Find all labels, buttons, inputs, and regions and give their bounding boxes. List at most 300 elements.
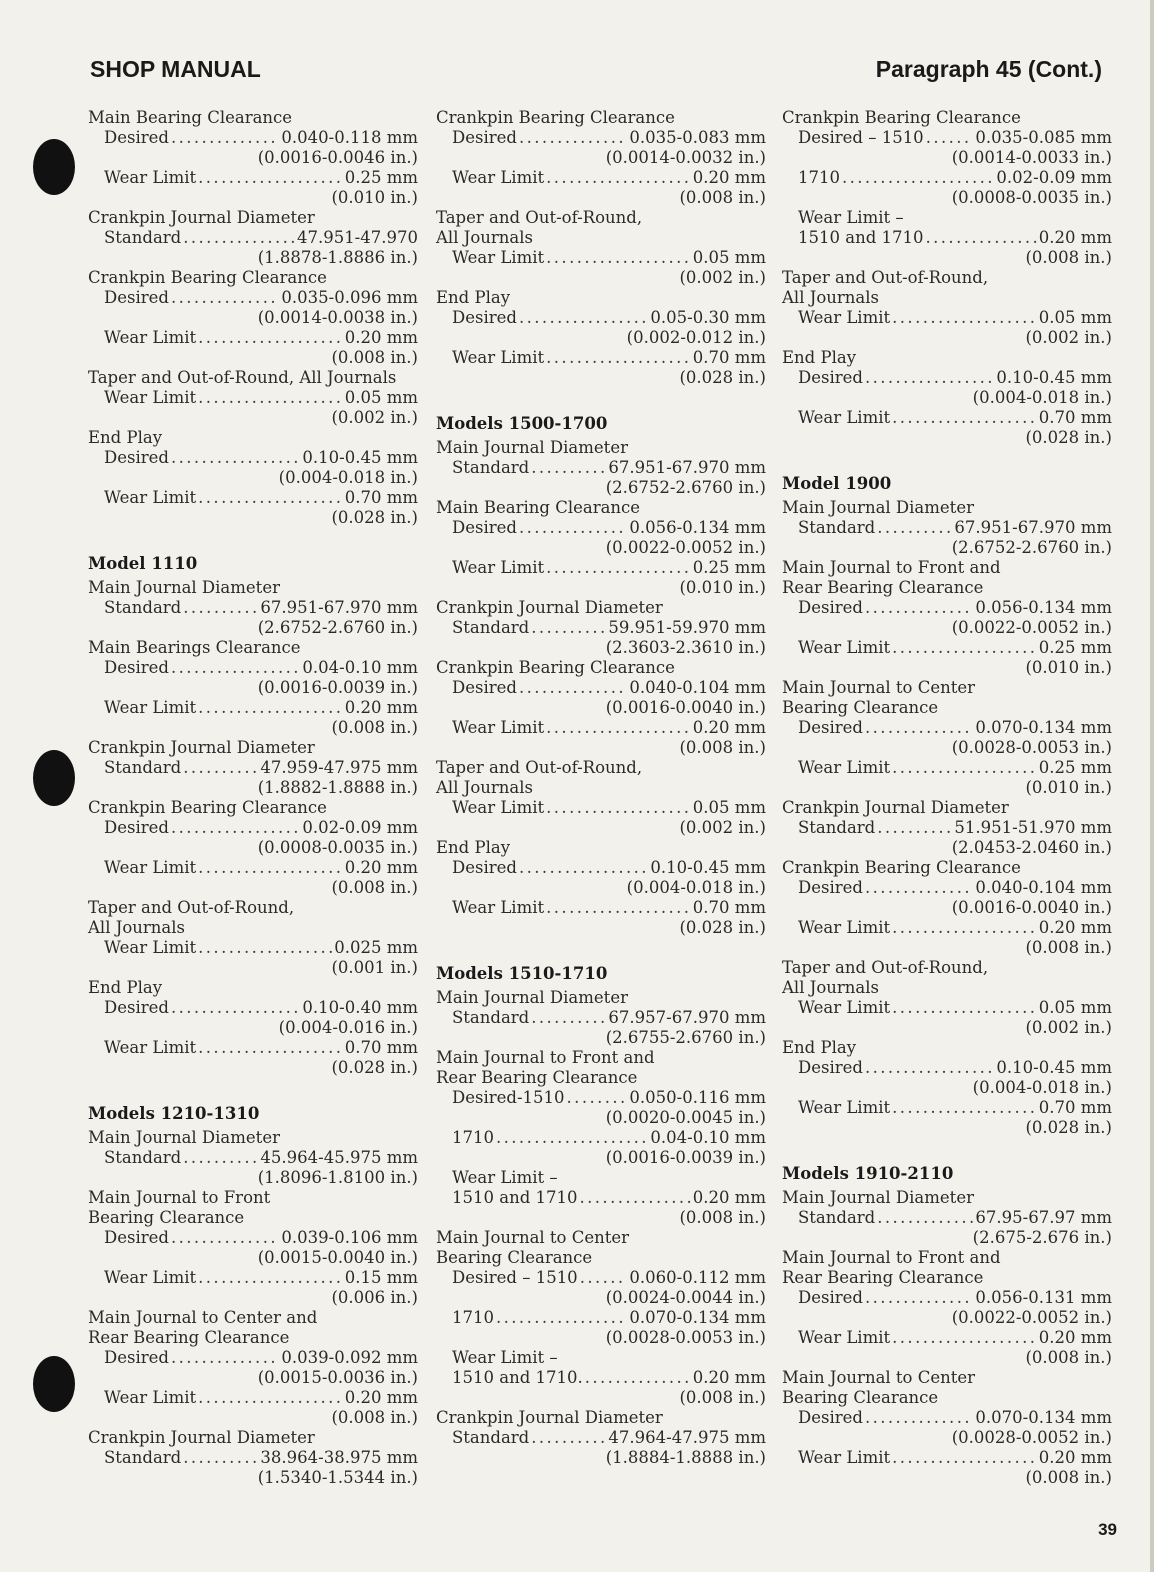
spec-row [782,128,1112,148]
spec-group [782,498,1112,558]
spec-value-in: (0.004-0.016 in.) [278,1018,418,1037]
spec-section [782,474,1112,1138]
spec-value-mm: 38.964-38.975 mm [260,1448,418,1467]
spec-value-in: (0.0015-0.0036 in.) [257,1368,418,1387]
dot-leader [892,918,1037,938]
spec-label: Desired [798,878,863,897]
spec-group-label: Crankpin Journal Diameter [782,798,1009,817]
spec-value-in: (0.001 in.) [331,958,418,977]
spec-label: Desired – 1510 [452,1268,578,1287]
spec-value-in: (1.8882-1.8888 in.) [257,778,418,797]
spec-value-mm: 0.05 mm [692,798,766,817]
spec-value-mm: 0.05 mm [1038,308,1112,327]
dot-leader [865,1058,994,1078]
spec-group [782,348,1112,448]
spec-label: Wear Limit – [798,208,904,227]
spec-value-in: (2.675-2.676 in.) [972,1228,1112,1247]
spec-label: Desired [104,818,169,837]
spec-group [782,858,1112,958]
spec-value-mm: 0.10-0.45 mm [996,368,1112,387]
spec-value-in: (2.3603-2.3610 in.) [605,638,766,657]
spec-row [88,1038,418,1058]
spec-group [88,1428,418,1488]
spec-section [782,1164,1112,1488]
dot-leader [198,388,343,408]
spec-row [782,1328,1112,1348]
spec-group [782,108,1112,268]
spec-label: Desired [798,1408,863,1427]
spec-value-mm: 0.20 mm [692,168,766,187]
spec-value-in: (0.0016-0.0039 in.) [605,1148,766,1167]
spec-group [782,1368,1112,1488]
spec-group-label: Main Journal to Front and [782,558,1001,577]
spec-column-3 [782,108,1112,1488]
spec-label: Desired [104,1228,169,1247]
spec-label: Desired [104,658,169,677]
spec-group-label: Crankpin Bearing Clearance [436,108,675,127]
spec-row [436,858,766,878]
spec-value-in: (0.0028-0.0052 in.) [951,1428,1112,1447]
spec-row [782,368,1112,388]
manual-title: SHOP MANUAL [90,56,261,82]
spec-label: Desired [452,128,517,147]
dot-leader [496,1128,648,1148]
spec-row [782,1448,1112,1468]
page-number: 39 [1098,1520,1117,1539]
spec-value-in: (0.010 in.) [331,188,418,207]
spec-group-label: Rear Bearing Clearance [88,1328,290,1347]
spec-group-label: Main Journal Diameter [88,1128,280,1147]
spec-value-mm: 0.056-0.134 mm [975,598,1112,617]
spec-value-in: (0.004-0.018 in.) [278,468,418,487]
spec-row [88,938,418,958]
spec-section [88,108,418,528]
spec-group-label: Main Journal Diameter [436,988,628,1007]
spec-row [436,518,766,538]
spec-group-label: End Play [88,978,163,997]
spec-value-mm: 0.02-0.09 mm [996,168,1112,187]
spec-group [436,988,766,1048]
spec-value-mm: 0.025 mm [334,938,418,957]
spec-value-in: (0.0014-0.0038 in.) [257,308,418,327]
dot-leader [865,1408,973,1428]
binder-hole-mark [33,1356,75,1412]
spec-label: Desired [104,288,169,307]
spec-label: Desired [798,598,863,617]
spec-value-in: (0.008 in.) [331,348,418,367]
spec-value-mm: 67.951-67.970 mm [260,598,418,617]
spec-label: Wear Limit [798,408,891,427]
paragraph-heading: Paragraph 45 (Cont.) [875,56,1102,82]
spec-value-in: (0.0014-0.0033 in.) [951,148,1112,167]
spec-label: Standard [452,618,530,637]
spec-value-in: (0.0028-0.0053 in.) [951,738,1112,757]
spec-label: Wear Limit – [452,1348,558,1367]
spec-group [436,758,766,838]
spec-row [88,658,418,678]
dot-leader [519,308,648,328]
dot-leader [892,758,1037,778]
spec-label: Wear Limit [452,248,545,267]
spec-value-in: (2.6752-2.6760 in.) [257,618,418,637]
spec-value-in: (1.8096-1.8100 in.) [257,1168,418,1187]
spec-row [436,1428,766,1448]
spec-label: Desired [452,518,517,537]
dot-leader [198,488,343,508]
spec-value-in: (0.0024-0.0044 in.) [605,1288,766,1307]
spec-value-mm: 0.04-0.10 mm [302,658,418,677]
dot-leader [567,1088,628,1108]
binder-hole-mark [33,750,75,806]
section-title: Model 1110 [88,554,198,573]
spec-label: Desired – 1510 [798,128,924,147]
dot-leader [531,1008,606,1028]
spec-section [782,108,1112,448]
spec-section [88,1104,418,1488]
spec-value-mm: 67.951-67.970 mm [608,458,766,477]
spec-row [88,1448,418,1468]
dot-leader [892,1328,1037,1348]
spec-label: Standard [104,228,182,247]
spec-group-label: Main Journal to Center and [88,1308,318,1327]
spec-value-mm: 0.25 mm [692,558,766,577]
spec-label: Desired [104,1348,169,1367]
spec-row [782,228,1112,248]
spec-group [436,1228,766,1408]
spec-group-label: Main Journal Diameter [436,438,628,457]
spec-value-mm: 0.035-0.096 mm [281,288,418,307]
spec-row [88,388,418,408]
spec-label: Desired-1510 [452,1088,565,1107]
spec-row [436,618,766,638]
spec-label: 1510 and 1710. [452,1368,583,1387]
dot-leader [546,348,691,368]
spec-label: Wear Limit [104,858,197,877]
spec-row [782,1098,1112,1118]
spec-label: Wear Limit [798,1328,891,1347]
spec-label: Wear Limit [452,898,545,917]
spec-value-in: (2.6755-2.6760 in.) [605,1028,766,1047]
spec-group-label: Main Bearing Clearance [436,498,641,517]
spec-label: Standard [798,818,876,837]
spec-value-in: (0.008 in.) [1025,248,1112,267]
spec-row [782,168,1112,188]
spec-value-mm: 0.05-0.30 mm [650,308,766,327]
spec-row [436,678,766,698]
dot-leader [877,1208,973,1228]
dot-leader [546,168,691,188]
spec-section [436,108,766,388]
spec-value-mm: 0.10-0.45 mm [302,448,418,467]
spec-value-mm: 67.95-67.97 mm [975,1208,1112,1227]
spec-value-mm: 0.20 mm [1038,1448,1112,1467]
dot-leader [198,698,343,718]
spec-group-label: All Journals [782,978,879,997]
spec-label: Wear Limit [452,558,545,577]
spec-value-mm: 0.70 mm [344,488,418,507]
dot-leader [198,1388,343,1408]
spec-group [782,958,1112,1038]
spec-value-mm: 51.951-51.970 mm [954,818,1112,837]
spec-row [782,308,1112,328]
spec-value-in: (0.008 in.) [1025,1468,1112,1487]
spec-value-mm: 0.70 mm [692,898,766,917]
spec-row [88,448,418,468]
dot-leader [865,878,973,898]
dot-leader [877,518,952,538]
dot-leader [171,448,300,468]
spec-row [436,718,766,738]
section-title: Models 1210-1310 [88,1104,260,1123]
binder-hole-mark [33,139,75,195]
spec-row [88,858,418,878]
spec-value-in: (0.002 in.) [331,408,418,427]
spec-group-label: Crankpin Bearing Clearance [782,108,1021,127]
spec-label: Standard [452,458,530,477]
dot-leader [892,1448,1037,1468]
dot-leader [171,658,300,678]
spec-group [88,978,418,1078]
dot-leader [892,638,1037,658]
spec-group [88,1128,418,1188]
spec-value-in: (0.0016-0.0039 in.) [257,678,418,697]
dot-leader [546,898,691,918]
spec-group-label: Main Journal to Center [782,678,976,697]
spec-group [436,1048,766,1228]
spec-value-in: (0.0028-0.0053 in.) [605,1328,766,1347]
spec-label: Wear Limit [104,1268,197,1287]
spec-value-in: (2.6752-2.6760 in.) [605,478,766,497]
spec-label: Wear Limit [104,1038,197,1057]
dot-leader [496,1308,627,1328]
spec-label: Wear Limit [798,1098,891,1117]
spec-group [436,208,766,288]
spec-group [436,438,766,498]
spec-value-mm: 67.957-67.970 mm [608,1008,766,1027]
spec-row [88,1348,418,1368]
spec-row [436,348,766,368]
spec-value-mm: 59.951-59.970 mm [608,618,766,637]
dot-leader [892,308,1037,328]
spec-value-in: (0.0016-0.0040 in.) [605,698,766,717]
spec-row [782,918,1112,938]
dot-leader [519,518,627,538]
spec-value-mm: 0.25 mm [1038,758,1112,777]
spec-value-in: (0.008 in.) [331,718,418,737]
spec-row [782,758,1112,778]
spec-group-label: Crankpin Journal Diameter [88,208,315,227]
spec-label: Wear Limit [798,638,891,657]
dot-leader [183,1448,258,1468]
spec-section [88,554,418,1078]
spec-group-label: Crankpin Bearing Clearance [436,658,675,677]
spec-value-mm: 0.070-0.134 mm [975,1408,1112,1427]
spec-group [436,1408,766,1468]
spec-value-mm: 0.040-0.104 mm [629,678,766,697]
spec-label: 1510 and 1710 [798,228,924,247]
spec-group-label: Crankpin Journal Diameter [436,598,663,617]
section-title: Models 1910-2110 [782,1164,954,1183]
spec-row [88,168,418,188]
spec-row [782,408,1112,428]
spec-group-label: Taper and Out-of-Round, [782,268,989,287]
spec-value-in: (0.008 in.) [679,188,766,207]
dot-leader [531,1428,606,1448]
spec-label: Standard [452,1008,530,1027]
spec-row [88,1228,418,1248]
dot-leader [926,128,974,148]
spec-label: Wear Limit [452,718,545,737]
spec-label: Wear Limit [798,918,891,937]
spec-group-label: Taper and Out-of-Round, [88,898,295,917]
dot-leader [171,1228,279,1248]
spec-group [436,288,766,388]
spec-value-in: (0.0020-0.0045 in.) [605,1108,766,1127]
spec-value-in: (0.0008-0.0035 in.) [257,838,418,857]
spec-value-in: (0.028 in.) [331,508,418,527]
spec-label: 1710 [798,168,840,187]
spec-value-mm: 0.035-0.083 mm [629,128,766,147]
spec-label: Desired [104,128,169,147]
spec-group [88,268,418,368]
dot-leader [892,1098,1037,1118]
spec-group-label: Main Journal to Center [782,1368,976,1387]
section-title: Model 1900 [782,474,892,493]
spec-label: Standard [452,1428,530,1447]
spec-value-mm: 0.15 mm [344,1268,418,1287]
dot-leader [865,718,973,738]
spec-row [436,128,766,148]
spec-value-in: (0.028 in.) [1025,428,1112,447]
spec-label: Standard [798,518,876,537]
dot-leader [171,818,300,838]
spec-row [782,998,1112,1018]
spec-value-in: (0.010 in.) [1025,658,1112,677]
spec-value-in: (0.0022-0.0052 in.) [951,1308,1112,1327]
spec-value-mm: 0.02-0.09 mm [302,818,418,837]
spec-value-mm: 0.040-0.104 mm [975,878,1112,897]
spec-value-mm: 0.060-0.112 mm [629,1268,766,1287]
spec-row [436,1188,766,1208]
spec-group [782,678,1112,798]
spec-label: Desired [452,308,517,327]
spec-row [782,1208,1112,1228]
spec-value-mm: 0.20 mm [1038,228,1112,247]
spec-row [436,798,766,818]
spec-value-mm: 0.05 mm [692,248,766,267]
spec-group-label: Taper and Out-of-Round, All Journals [88,368,397,387]
spec-group-label: Main Bearings Clearance [88,638,301,657]
spec-row [436,308,766,328]
spec-value-in: (0.002 in.) [679,268,766,287]
spec-row [782,818,1112,838]
spec-label: 1510 and 1710 [452,1188,578,1207]
spec-value-in: (1.5340-1.5344 in.) [257,1468,418,1487]
dot-leader [183,758,258,778]
spec-value-in: (0.0015-0.0040 in.) [257,1248,418,1267]
spec-row [88,228,418,248]
spec-group [88,638,418,738]
spec-value-in: (0.006 in.) [331,1288,418,1307]
spec-value-in: (0.002 in.) [1025,328,1112,347]
spec-label: Wear Limit [104,1388,197,1407]
spec-column-2 [436,108,766,1468]
spec-row [436,1168,766,1188]
spec-row [782,718,1112,738]
spec-group-label: Main Journal to Center [436,1228,630,1247]
spec-group [782,1248,1112,1368]
spec-label: Desired [798,1288,863,1307]
spec-group-label: Crankpin Journal Diameter [436,1408,663,1427]
spec-value-in: (0.0008-0.0035 in.) [951,188,1112,207]
spec-group-label: Rear Bearing Clearance [782,578,984,597]
spec-group-label: Main Bearing Clearance [88,108,293,127]
dot-leader [580,1268,628,1288]
spec-value-mm: 0.10-0.45 mm [650,858,766,877]
dot-leader [171,128,279,148]
spec-group-label: Rear Bearing Clearance [782,1268,984,1287]
spec-value-mm: 0.05 mm [1038,998,1112,1017]
spec-group [88,898,418,978]
spec-label: Wear Limit [452,168,545,187]
dot-leader [198,1038,343,1058]
spec-value-in: (0.0016-0.0040 in.) [951,898,1112,917]
spec-value-mm: 47.951-47.970 [296,228,418,247]
dot-leader [546,558,691,578]
spec-group-label: All Journals [436,228,533,247]
spec-group [88,578,418,638]
spec-group [88,108,418,208]
spec-group [436,498,766,598]
spec-group [436,598,766,658]
spec-value-mm: 47.964-47.975 mm [608,1428,766,1447]
spec-group-label: Crankpin Journal Diameter [88,738,315,757]
spec-group-label: Bearing Clearance [436,1248,593,1267]
spec-row [88,698,418,718]
dot-leader [519,678,627,698]
dot-leader [865,368,994,388]
spec-value-in: (0.028 in.) [331,1058,418,1077]
spec-value-in: (0.008 in.) [331,878,418,897]
spec-row [88,488,418,508]
spec-row [436,458,766,478]
spec-group-label: All Journals [782,288,879,307]
spec-group-label: End Play [782,348,857,367]
spec-group [782,1188,1112,1248]
spec-row [436,1088,766,1108]
spec-group [88,738,418,798]
dot-leader [531,618,606,638]
spec-value-mm: 0.20 mm [344,328,418,347]
spec-label: Wear Limit [798,998,891,1017]
spec-row [782,208,1112,228]
spec-group [782,1038,1112,1138]
dot-leader [183,598,258,618]
spec-value-mm: 0.10-0.40 mm [302,998,418,1017]
dot-leader [892,408,1037,428]
spec-value-mm: 0.056-0.134 mm [629,518,766,537]
spec-value-mm: 45.964-45.975 mm [260,1148,418,1167]
spec-label: Desired [452,858,517,877]
spec-row [782,1408,1112,1428]
spec-value-in: (0.0022-0.0052 in.) [605,538,766,557]
spec-value-mm: 47.959-47.975 mm [260,758,418,777]
spec-value-mm: 0.056-0.131 mm [975,1288,1112,1307]
spec-value-mm: 0.20 mm [692,1368,766,1387]
spec-value-mm: 0.05 mm [344,388,418,407]
spec-label: Standard [104,1448,182,1467]
spec-group [88,1188,418,1308]
